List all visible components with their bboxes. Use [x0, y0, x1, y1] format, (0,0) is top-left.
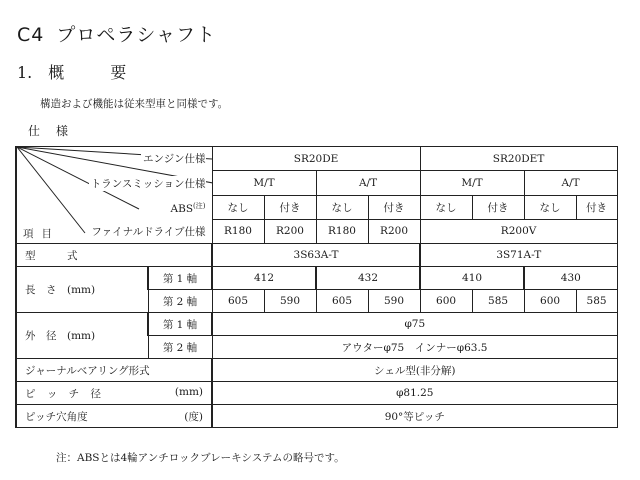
engine-spec-label: エンジン仕様 — [143, 153, 206, 165]
drive-cell: R200 — [264, 219, 316, 243]
type-value-de: 3S63A-T — [212, 244, 420, 267]
engine-sr20de: SR20DE — [212, 147, 420, 171]
length-axis2-cell: 590 — [368, 290, 420, 313]
abs-cell: 付き — [368, 195, 420, 219]
title-text: プロペラシャフト — [56, 24, 216, 46]
angle-label: ピッチ穴角度 — [25, 410, 88, 423]
abs-cell: なし — [316, 195, 368, 219]
length-axis2-cell: 590 — [264, 290, 316, 313]
length-axis2-cell: 585 — [472, 290, 524, 313]
abs-label — [169, 201, 206, 215]
length-axis1-cell: 412 — [212, 267, 316, 290]
abs-cell: 付き — [264, 195, 316, 219]
pitch-value: φ81.25 — [212, 382, 617, 405]
diameter-axis2-value: アウターφ75 インナーφ63.5 — [212, 336, 617, 359]
drive-cell: R180 — [316, 219, 368, 243]
trans-at-2: A/T — [524, 171, 617, 195]
section-code: C4 — [17, 24, 45, 46]
length-axis2-cell: 605 — [212, 290, 264, 313]
abs-label-text: ABS — [170, 203, 194, 215]
abs-cell: なし — [420, 195, 472, 219]
intro-text: 構造および機能は従来型車と同様です。 — [40, 98, 229, 110]
length-label: 長 さ (mm) — [16, 267, 148, 313]
section-word-2: 要 — [110, 63, 127, 82]
angle-label-cell — [16, 405, 212, 428]
angle-value: 90°等ピッチ — [212, 405, 617, 428]
axis-1-label: 第 1 軸 — [148, 313, 212, 336]
footnote: 注：ABSとは4輪アンチロックブレーキシステムの略号です。 — [56, 452, 345, 464]
bearing-label: ジャーナルベアリング形式 — [16, 359, 212, 382]
transmission-spec-label: トランスミッション仕様 — [90, 178, 206, 190]
final-drive-label: ファイナルドライブ仕様 — [91, 226, 206, 238]
trans-mt-2: M/T — [420, 171, 524, 195]
type-label: 型 式 — [16, 244, 212, 267]
length-axis1-cell: 430 — [524, 267, 617, 290]
engine-sr20det: SR20DET — [420, 147, 617, 171]
length-axis1-cell: 410 — [420, 267, 524, 290]
abs-note-mark: (注) — [193, 202, 206, 210]
drive-cell: R200 — [368, 219, 420, 243]
axis-1-label: 第 1 軸 — [148, 267, 212, 290]
abs-cell: なし — [524, 195, 576, 219]
spec-table — [15, 146, 618, 428]
abs-cell: なし — [212, 195, 264, 219]
diameter-label: 外 径 (mm) — [16, 313, 148, 359]
spec-heading: 仕様 — [28, 124, 85, 138]
length-axis2-cell: 605 — [316, 290, 368, 313]
pitch-unit: (mm) — [174, 385, 203, 398]
drive-cell: R180 — [212, 219, 264, 243]
type-value-det: 3S71A-T — [420, 244, 617, 267]
header-diagonal-cell — [16, 147, 212, 244]
length-axis1-cell: 432 — [316, 267, 420, 290]
axis-2-label: 第 2 軸 — [148, 336, 212, 359]
bearing-value: シェル型(非分解) — [212, 359, 617, 382]
length-axis2-cell: 600 — [524, 290, 576, 313]
item-label: 項目 — [23, 228, 60, 240]
trans-mt-1: M/T — [212, 171, 316, 195]
trans-at-1: A/T — [316, 171, 420, 195]
length-axis2-cell: 600 — [420, 290, 472, 313]
length-axis2-cell: 585 — [576, 290, 617, 313]
axis-2-label: 第 2 軸 — [148, 290, 212, 313]
abs-cell: 付き — [576, 195, 617, 219]
section-word-1: 概 — [48, 63, 65, 82]
section-number: 1. — [17, 63, 33, 82]
drive-cell-det: R200V — [420, 219, 617, 243]
angle-unit: (度) — [184, 410, 203, 423]
page-title — [17, 20, 216, 47]
diameter-axis1-value: φ75 — [212, 313, 617, 336]
pitch-label-cell — [16, 382, 212, 405]
pitch-label: ピ ッ チ 径 — [25, 387, 106, 400]
abs-cell: 付き — [472, 195, 524, 219]
section-heading — [17, 60, 126, 83]
